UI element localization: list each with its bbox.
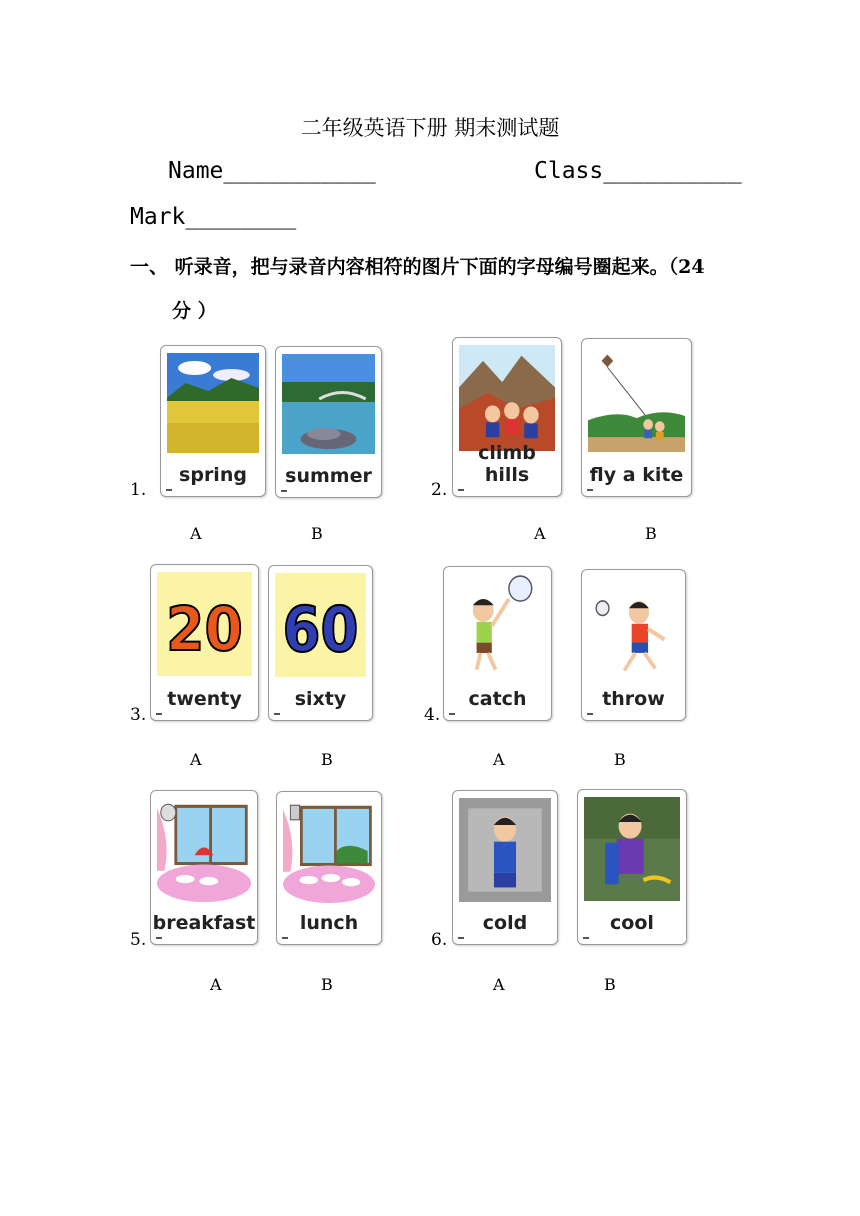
sixty-picture — [275, 573, 366, 677]
item-number: 5. — [130, 930, 147, 950]
card-mark — [458, 937, 464, 939]
picture-card-breakfast[interactable] — [150, 790, 258, 945]
name-field[interactable]: Name___________ — [168, 158, 376, 184]
summer-picture — [282, 354, 375, 454]
card-caption: cool — [610, 912, 654, 934]
picture-card-cool[interactable] — [577, 789, 687, 945]
picture-card-lunch[interactable] — [276, 791, 382, 945]
option-letter-a[interactable]: A — [190, 750, 202, 769]
item-number: 3. — [130, 705, 147, 725]
picture-card-fly-a-kite[interactable] — [581, 338, 692, 497]
card-mark — [449, 713, 455, 715]
twenty-picture — [157, 572, 252, 676]
option-letter-b[interactable]: B — [321, 750, 333, 769]
card-mark — [587, 489, 593, 491]
item-number: 1. — [130, 480, 147, 500]
throw-picture — [588, 577, 679, 681]
picture-card-summer[interactable] — [275, 346, 382, 498]
option-letter-a[interactable]: A — [210, 975, 222, 994]
card-caption: catch — [468, 688, 527, 710]
spring-picture — [167, 353, 259, 453]
card-caption: sixty — [294, 688, 347, 710]
lunch-picture — [283, 799, 375, 903]
card-caption: lunch — [299, 912, 359, 934]
item-number: 4. — [424, 705, 441, 725]
sixty-digits: 60 — [282, 593, 359, 666]
section-1-instruction: 一、 听录音，把与录音内容相符的图片下面的字母编号圈起来。（24 — [130, 256, 705, 278]
section-1-points: 分 ） — [172, 300, 217, 322]
card-caption: breakfast — [152, 912, 256, 934]
card-mark — [274, 713, 280, 715]
option-letter-b[interactable]: B — [321, 975, 333, 994]
card-mark — [156, 937, 162, 939]
card-mark — [583, 937, 589, 939]
picture-card-throw[interactable] — [581, 569, 686, 721]
option-letter-a[interactable]: A — [493, 975, 505, 994]
card-mark — [156, 713, 162, 715]
picture-card-sixty[interactable] — [268, 565, 373, 721]
option-letter-b[interactable]: B — [645, 524, 657, 543]
item-number: 2. — [431, 480, 448, 500]
climb-hills-picture — [459, 345, 555, 451]
item-number: 6. — [431, 930, 448, 950]
picture-card-catch[interactable] — [443, 566, 552, 721]
picture-card-cold[interactable] — [452, 790, 558, 945]
picture-card-twenty[interactable] — [150, 564, 259, 721]
card-caption: summer — [285, 465, 372, 487]
option-letter-a[interactable]: A — [190, 524, 202, 543]
option-letter-a[interactable]: A — [493, 750, 505, 769]
cold-picture — [459, 798, 551, 902]
card-caption: cold — [482, 912, 528, 934]
page-title: 二年级英语下册 期末测试题 — [300, 116, 560, 140]
picture-card-spring[interactable] — [160, 345, 266, 497]
cool-picture — [584, 797, 680, 901]
twenty-digits: 20 — [166, 593, 243, 665]
option-letter-b[interactable]: B — [614, 750, 626, 769]
breakfast-picture — [157, 798, 251, 902]
card-mark — [281, 490, 287, 492]
card-caption: fly a kite — [589, 464, 684, 486]
card-mark — [587, 713, 593, 715]
class-field[interactable]: Class__________ — [534, 158, 742, 184]
picture-card-climb-hills[interactable] — [452, 337, 562, 497]
card-caption: climb hills — [478, 442, 536, 486]
option-letter-b[interactable]: B — [311, 524, 323, 543]
card-mark — [166, 489, 172, 491]
card-mark — [458, 489, 464, 491]
fly-a-kite-picture — [588, 346, 685, 452]
card-caption: throw — [602, 688, 665, 710]
mark-field[interactable]: Mark________ — [130, 204, 297, 230]
card-caption: twenty — [167, 688, 242, 710]
catch-picture — [450, 574, 545, 678]
option-letter-a[interactable]: A — [534, 524, 546, 543]
option-letter-b[interactable]: B — [604, 975, 616, 994]
card-mark — [282, 937, 288, 939]
card-caption: spring — [179, 464, 247, 486]
